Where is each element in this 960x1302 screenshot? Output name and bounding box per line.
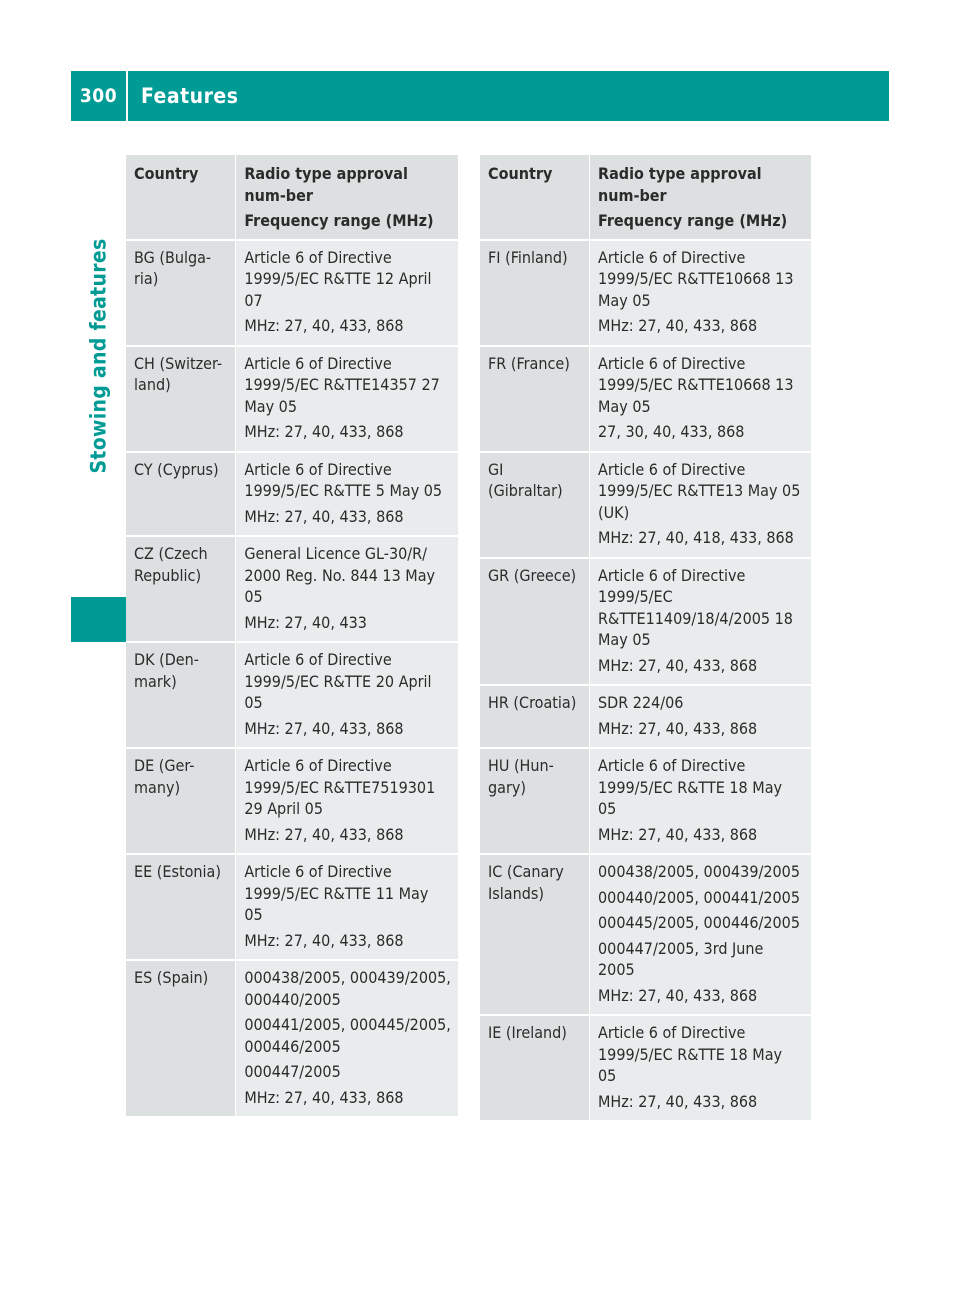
table-row bbox=[126, 347, 458, 451]
approval-line: Article 6 of Directive 1999/5/EC R&TTE14357 27 May 05 bbox=[244, 353, 440, 416]
country-cell: ES (Spain) bbox=[126, 961, 236, 1116]
approval-line: MHz: 27, 40, 433, 868 bbox=[598, 655, 758, 675]
approval-line: 000441/2005, 000445/2005, 000446/2005 bbox=[244, 1015, 451, 1056]
side-tab-marker bbox=[71, 597, 126, 642]
country-cell: CZ (Czech Republic) bbox=[126, 537, 236, 641]
table-row bbox=[126, 961, 458, 1116]
approval-table-right bbox=[480, 153, 811, 1122]
table-header-row bbox=[480, 155, 811, 239]
approval-cell bbox=[590, 453, 811, 557]
country-cell: FR (France) bbox=[480, 347, 590, 451]
approval-line: Article 6 of Directive 1999/5/EC R&TTE 12 April 07 bbox=[244, 247, 432, 310]
table-row bbox=[480, 453, 811, 557]
country-cell: EE (Estonia) bbox=[126, 855, 236, 959]
approval-line: 000447/2005, 3rd June 2005 bbox=[598, 938, 764, 979]
approval-cell bbox=[590, 1016, 811, 1120]
approval-line: 000447/2005 bbox=[244, 1062, 341, 1081]
column-header-approval bbox=[236, 155, 458, 239]
approval-line: Article 6 of Directive 1999/5/EC R&TTE 18 May 05 bbox=[598, 756, 783, 818]
country-cell: GR (Greece) bbox=[480, 559, 590, 685]
table-row bbox=[126, 643, 458, 747]
column-header-line: Frequency range (MHz) bbox=[598, 211, 788, 230]
approval-cell bbox=[590, 559, 811, 685]
approval-line: Article 6 of Directive 1999/5/EC R&TTE 5 May 05 bbox=[244, 459, 443, 500]
page-header bbox=[71, 71, 889, 121]
approval-cell bbox=[590, 686, 811, 747]
country-cell: DE (Ger-many) bbox=[126, 749, 236, 853]
section-title: Features bbox=[141, 84, 239, 108]
approval-line: MHz: 27, 40, 433, 868 bbox=[244, 316, 404, 335]
table-row bbox=[126, 241, 458, 345]
column-header-country: Country bbox=[480, 155, 590, 239]
approval-cell bbox=[236, 241, 458, 345]
approval-cell bbox=[590, 347, 811, 451]
column-header-approval bbox=[590, 155, 811, 239]
approval-line: MHz: 27, 40, 433, 868 bbox=[598, 718, 758, 738]
approval-line: 000438/2005, 000439/2005 bbox=[598, 862, 800, 881]
table-header-row bbox=[126, 155, 458, 239]
approval-line: MHz: 27, 40, 433 bbox=[244, 612, 367, 632]
approval-line: 000445/2005, 000446/2005 bbox=[598, 913, 800, 932]
approval-line: 000438/2005, 000439/2005, 000440/2005 bbox=[244, 968, 451, 1009]
approval-line: 27, 30, 40, 433, 868 bbox=[598, 422, 745, 441]
country-cell: HU (Hun-gary) bbox=[480, 749, 590, 853]
column-header-line: Radio type approval num-ber bbox=[244, 164, 408, 205]
approval-line: MHz: 27, 40, 433, 868 bbox=[244, 824, 404, 844]
table-row bbox=[480, 559, 811, 685]
approval-cell bbox=[236, 643, 458, 747]
country-cell: HR (Croatia) bbox=[480, 686, 590, 747]
approval-line: MHz: 27, 40, 433, 868 bbox=[244, 422, 404, 441]
country-cell: CY (Cyprus) bbox=[126, 453, 236, 536]
approval-line: Article 6 of Directive 1999/5/EC R&TTE10668 13 May 05 bbox=[598, 247, 794, 310]
approval-table-left bbox=[126, 153, 458, 1118]
column-header-country: Country bbox=[126, 155, 236, 239]
country-cell: IC (Canary Islands) bbox=[480, 855, 590, 1014]
table-row bbox=[480, 1016, 811, 1120]
approval-line: MHz: 27, 40, 418, 433, 868 bbox=[598, 528, 794, 547]
approval-cell bbox=[590, 749, 811, 853]
approval-cell bbox=[590, 855, 811, 1014]
approval-line: 000440/2005, 000441/2005 bbox=[598, 887, 800, 907]
approval-cell bbox=[236, 453, 458, 536]
table-row bbox=[480, 347, 811, 451]
side-tab-label: Stowing and features bbox=[86, 238, 111, 474]
country-cell: IE (Ireland) bbox=[480, 1016, 590, 1120]
table-row bbox=[480, 855, 811, 1014]
approval-cell bbox=[590, 241, 811, 345]
approval-line: Article 6 of Directive 1999/5/EC R&TTE10668 13 May 05 bbox=[598, 353, 794, 416]
table-row bbox=[480, 686, 811, 747]
approval-cell bbox=[236, 855, 458, 959]
column-header-line: Radio type approval num-ber bbox=[598, 164, 762, 205]
approval-line: Article 6 of Directive 1999/5/EC R&TTE11409/18/4/2005 18 May 05 bbox=[598, 565, 793, 649]
side-tab-label-wrap bbox=[71, 121, 126, 591]
approval-line: Article 6 of Directive 1999/5/EC R&TTE 20 April 05 bbox=[244, 650, 432, 712]
approval-line: MHz: 27, 40, 433, 868 bbox=[244, 506, 404, 526]
approval-line: MHz: 27, 40, 433, 868 bbox=[598, 985, 758, 1005]
table-row bbox=[126, 537, 458, 641]
approval-line: Article 6 of Directive 1999/5/EC R&TTE 11 May 05 bbox=[244, 862, 429, 924]
approval-line: MHz: 27, 40, 433, 868 bbox=[244, 930, 404, 950]
approval-table-left-body bbox=[126, 241, 458, 1117]
approval-line: MHz: 27, 40, 433, 868 bbox=[598, 824, 758, 844]
approval-line: Article 6 of Directive 1999/5/EC R&TTE13 May 05 (UK) bbox=[598, 459, 801, 522]
approval-line: SDR 224/06 bbox=[598, 693, 684, 712]
table-row bbox=[126, 453, 458, 536]
table-row bbox=[126, 749, 458, 853]
approval-cell bbox=[236, 961, 458, 1116]
country-cell: FI (Finland) bbox=[480, 241, 590, 345]
approval-line: MHz: 27, 40, 433, 868 bbox=[598, 1091, 758, 1111]
header-divider bbox=[126, 71, 128, 121]
approval-table-right-body bbox=[480, 241, 811, 1121]
approval-cell bbox=[236, 749, 458, 853]
country-cell: GI (Gibraltar) bbox=[480, 453, 590, 557]
approval-line: MHz: 27, 40, 433, 868 bbox=[598, 316, 758, 335]
country-cell: DK (Den-mark) bbox=[126, 643, 236, 747]
approval-line: MHz: 27, 40, 433, 868 bbox=[244, 718, 404, 738]
approval-line: Article 6 of Directive 1999/5/EC R&TTE 18 May 05 bbox=[598, 1023, 783, 1085]
approval-line: MHz: 27, 40, 433, 868 bbox=[244, 1087, 404, 1107]
column-header-line: Frequency range (MHz) bbox=[244, 211, 434, 230]
approval-line: General Licence GL-30/R/ 2000 Reg. No. 844 13 May 05 bbox=[244, 544, 436, 606]
approval-cell bbox=[236, 347, 458, 451]
table-row bbox=[480, 749, 811, 853]
table-row bbox=[480, 241, 811, 345]
approval-cell bbox=[236, 537, 458, 641]
page-number: 300 bbox=[79, 85, 118, 107]
country-cell: CH (Switzer-land) bbox=[126, 347, 236, 451]
table-row bbox=[126, 855, 458, 959]
country-cell: BG (Bulga-ria) bbox=[126, 241, 236, 345]
side-tab bbox=[71, 121, 126, 1141]
approval-line: Article 6 of Directive 1999/5/EC R&TTE7519301 29 April 05 bbox=[244, 756, 436, 818]
